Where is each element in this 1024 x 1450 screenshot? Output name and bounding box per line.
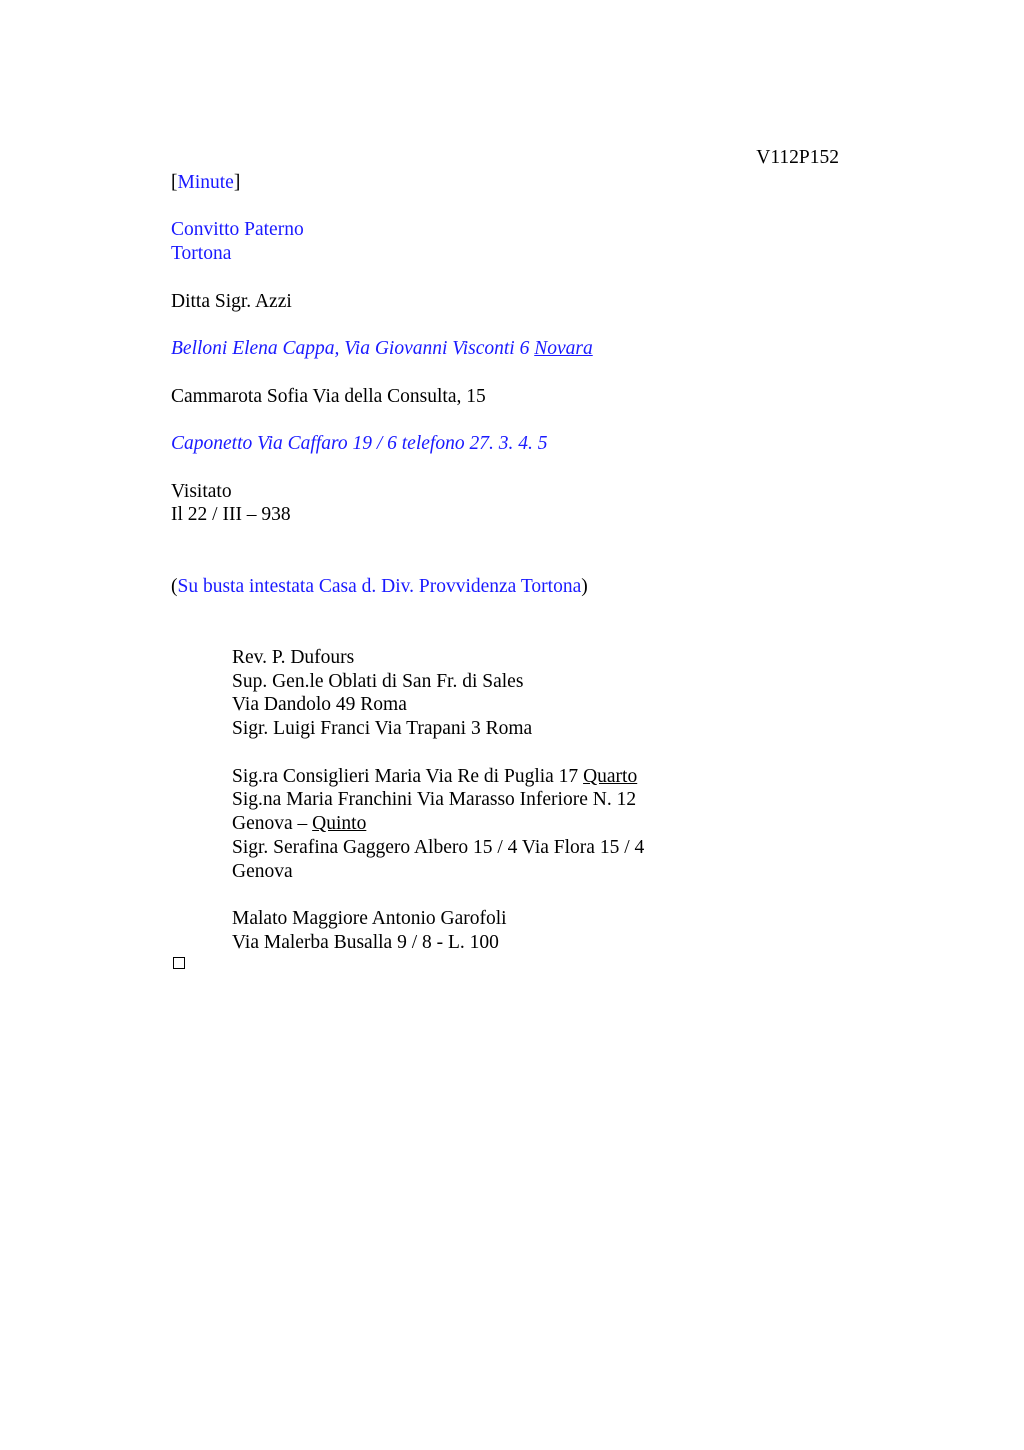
minute-label: Minute xyxy=(177,172,234,193)
cammarota-line: Cammarota Sofia Via della Consulta, 15 xyxy=(171,386,486,407)
gaggero-line: Sigr. Serafina Gaggero Albero 15 / 4 Via Flora 15 / 4 xyxy=(232,837,645,858)
visitato-line-2: Il 22 / III – 938 xyxy=(171,504,291,525)
caponetto-line: Caponetto Via Caffaro 19 / 6 telefono 27. 3. 4. 5 xyxy=(171,433,548,454)
genova-quinto-city: Genova – xyxy=(232,813,313,834)
ditta-line: Ditta Sigr. Azzi xyxy=(171,291,292,312)
minute-open-bracket: [ xyxy=(171,172,178,193)
garofoli-line-1: Malato Maggiore Antonio Garofoli xyxy=(232,908,507,929)
consiglieri-address: Sig.ra Consiglieri Maria Via Re di Puglia 17 xyxy=(232,766,584,787)
dufours-line-1: Rev. P. Dufours xyxy=(232,647,355,668)
consiglieri-line xyxy=(232,765,637,789)
genova-quinto-line xyxy=(232,812,366,836)
belloni-address: Belloni Elena Cappa, Via Giovanni Visconti 6 xyxy=(171,338,535,359)
institution-line-1: Convitto Paterno xyxy=(171,219,304,240)
checkbox-square-icon xyxy=(173,957,185,969)
garofoli-line-2: Via Malerba Busalla 9 / 8 - L. 100 xyxy=(232,932,499,953)
document-reference: V112P152 xyxy=(756,147,839,168)
dufours-line-4: Sigr. Luigi Franci Via Trapani 3 Roma xyxy=(232,718,533,739)
belloni-line xyxy=(171,337,593,361)
institution-line-2: Tortona xyxy=(171,243,232,264)
dufours-line-2: Sup. Gen.le Oblati di San Fr. di Sales xyxy=(232,671,524,692)
envelope-note xyxy=(171,575,588,599)
genova-line: Genova xyxy=(232,861,293,882)
consiglieri-place: Quarto xyxy=(583,766,638,787)
envelope-note-open: ( xyxy=(171,576,178,597)
envelope-note-text: Su busta intestata Casa d. Div. Provvidenza Tortona xyxy=(177,576,582,597)
dufours-line-3: Via Dandolo 49 Roma xyxy=(232,694,407,715)
minute-close-bracket: ] xyxy=(233,172,241,193)
belloni-city: Novara xyxy=(534,338,593,359)
genova-quinto-place: Quinto xyxy=(312,813,367,834)
franchini-line: Sig.na Maria Franchini Via Marasso Inferiore N. 12 xyxy=(232,789,637,810)
visitato-line-1: Visitato xyxy=(171,481,232,502)
minute-heading xyxy=(171,171,240,195)
envelope-note-close: ) xyxy=(581,576,588,597)
